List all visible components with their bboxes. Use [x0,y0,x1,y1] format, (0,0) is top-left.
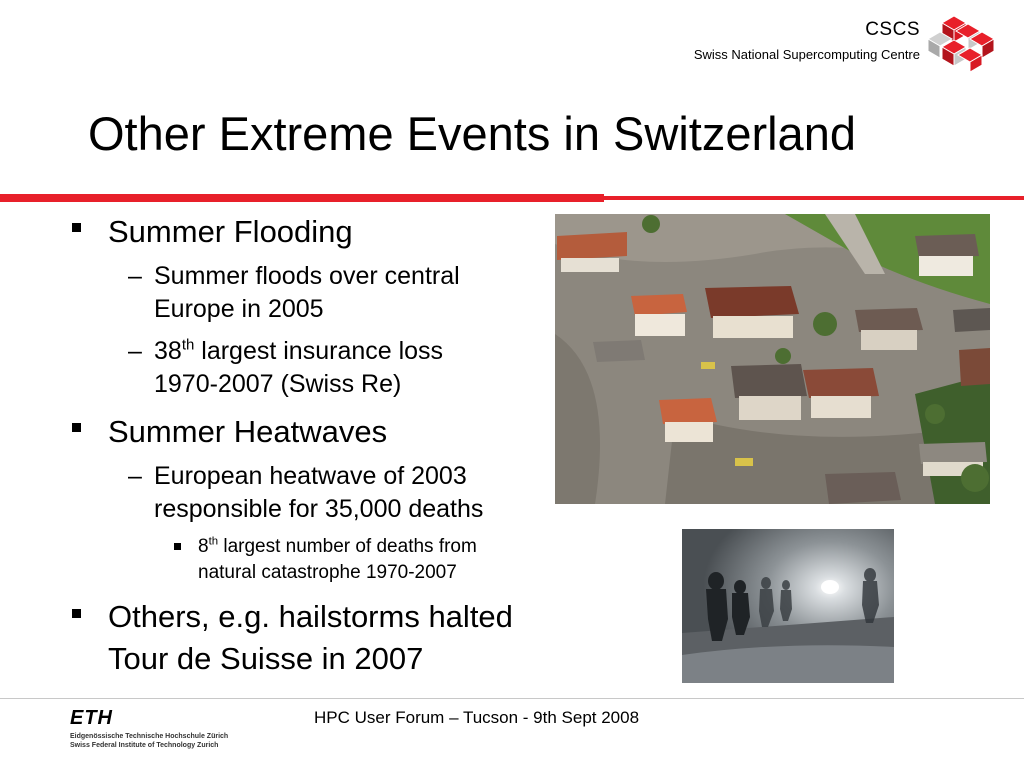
footer-divider [0,698,1024,699]
slide-title: Other Extreme Events in Switzerland [88,107,856,160]
dash-bullet-icon: – [128,462,142,490]
eth-german-name: Eidgenössische Technische Hochschule Zürich [70,733,229,740]
square-bullet-icon [72,223,81,232]
footer-event-text: HPC User Forum – Tucson - 9th Sept 2008 [314,708,640,727]
cscs-logo-text [694,18,920,64]
dash-bullet-icon: – [128,262,142,290]
square-bullet-icon [174,543,181,550]
cscs-cubes-logo-icon [924,14,1004,72]
eth-logo [70,708,228,750]
title-divider [0,194,1024,202]
cscs-abbreviation: CSCS [865,19,920,40]
cyclists-fog-photo [682,529,894,683]
cscs-full-name: Swiss National Supercomputing Centre [693,47,920,62]
eth-english-name: Swiss Federal Institute of Technology Zurich [70,742,219,749]
eth-wordmark: ETH [70,707,113,729]
dash-bullet-icon: – [128,337,142,365]
slide: CSCS Swiss National Supercomputing Centre Other Extreme Events in Switzerland Summer Flooding – Summer floods over central Europe in 2005 – 38th largest insurance loss 1970-2007 (Swiss Re) Summer Heatwaves – European heatwave of 2003 responsible for 35,000 deaths 8th largest number of deaths from natural catastrophe 1970-2007 Others, e.g. hailstorms halted Tour de Suisse in 2007 ETH Eidgenössische Technische Hochschule Zürich Swiss Federal Institute of Technology Zurich HPC User Forum – Tucson - 9th Sept 2008 [0,0,1024,768]
square-bullet-icon [72,609,81,618]
square-bullet-icon [72,423,81,432]
flood-aerial-photo [555,214,990,504]
